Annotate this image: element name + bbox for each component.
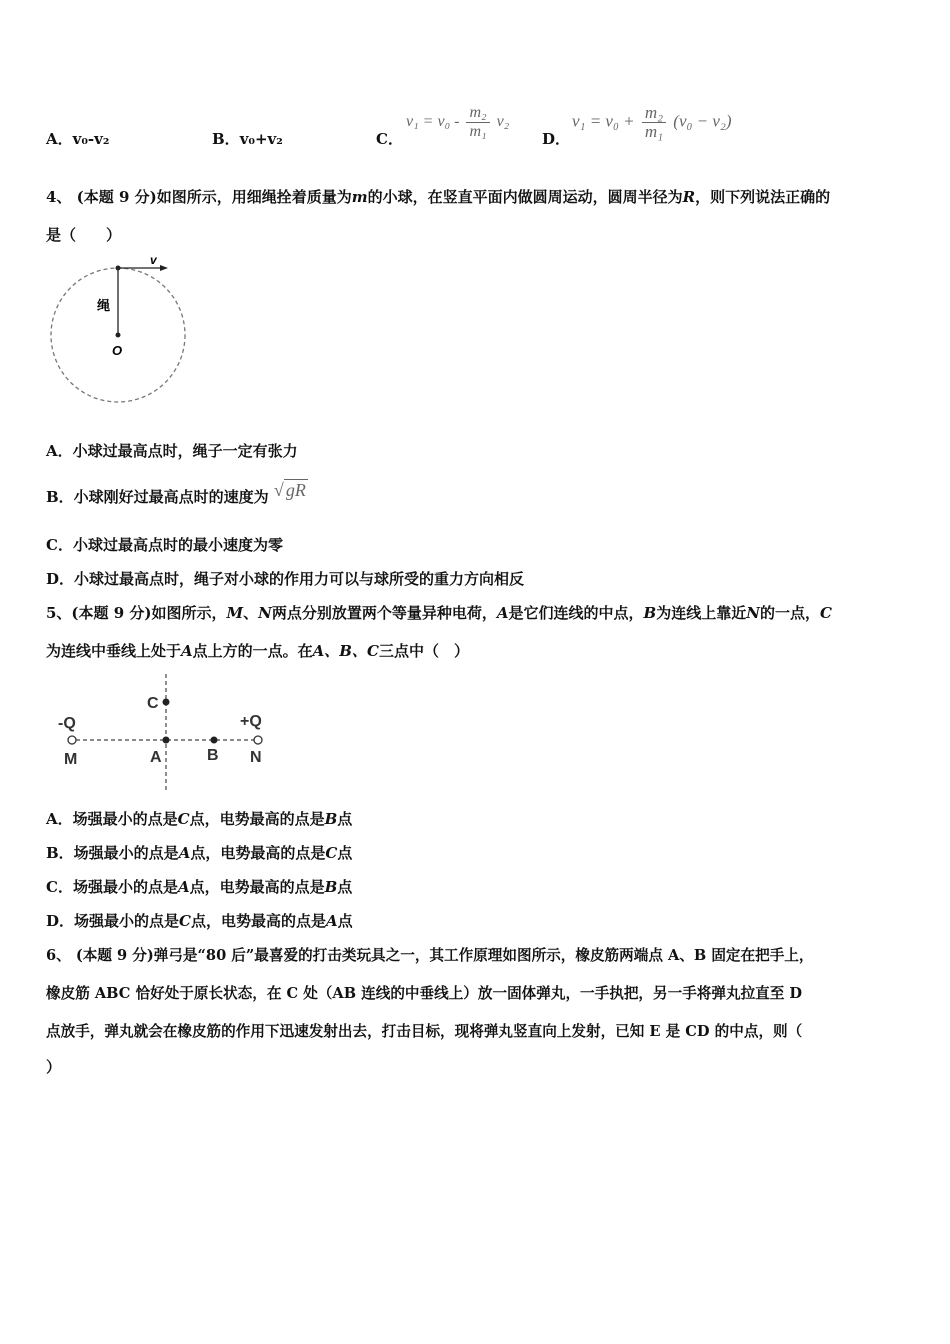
q4-stem-line2: 是（ ）: [46, 226, 122, 244]
q3-option-c-label: C．: [376, 130, 403, 148]
formula-d-fraction: [642, 104, 666, 141]
q4-var-r: R: [682, 188, 696, 206]
m-label: M: [64, 751, 78, 768]
q5-opt-c-v2: B: [324, 878, 338, 896]
q5-line2-vars: A、B、C: [312, 642, 379, 660]
q3-option-c-formula: [406, 104, 509, 141]
q5-line2-var-a: A: [181, 642, 193, 660]
option-b-text: v₀+v₂: [239, 130, 283, 148]
n-label: N: [250, 749, 262, 766]
q4-stem-text-a: 4、 (本题 9 分)如图所示，用细绳拴着质量为: [46, 188, 352, 206]
q3-option-a: [46, 128, 109, 149]
q5-var-n: N: [258, 604, 272, 622]
pos-charge-label: +Q: [240, 713, 262, 730]
point-a-dot: [163, 737, 170, 744]
q4-option-d: D．小球过最高点时，绳子对小球的作用力可以与球所受的重力方向相反: [46, 570, 525, 588]
q5-stem-text-d: 为连线上靠近: [656, 604, 747, 622]
q4-option-b-text: B．小球刚好过最高点时的速度为: [46, 488, 269, 506]
rope-label: 绳: [97, 298, 111, 313]
q5-var-n2: N: [746, 604, 760, 622]
q4-option-c: C．小球过最高点时的最小速度为零: [46, 536, 283, 554]
q5-opt-a-post: 点: [337, 810, 353, 828]
q5-opt-a-mid: 点，电势最高的点是: [189, 810, 325, 828]
formula-d-denominator: m₁: [644, 122, 664, 141]
q5-line2-text-b: 点上方的一点。在: [192, 642, 313, 660]
q5-var-m: M: [226, 604, 244, 622]
q5-option-d: [46, 910, 353, 931]
formula-c-rhs: v₂: [496, 113, 510, 131]
q5-stem-line1: [46, 602, 832, 623]
q5-opt-c-v1: A: [177, 878, 190, 896]
charge-n-marker: [254, 736, 262, 744]
formula-c-lhs: v₁ = v₀ -: [406, 113, 460, 131]
q5-opt-a-pre: A．场强最小的点是: [46, 810, 178, 828]
b-label: B: [207, 747, 219, 764]
q5-opt-b-mid: 点，电势最高的点是: [190, 844, 326, 862]
q5-opt-d-mid: 点，电势最高的点是: [190, 912, 326, 930]
q5-opt-d-v2: A: [325, 912, 338, 930]
q6-stem-line4: ）: [46, 1058, 62, 1076]
q5-stem-text-e: 的一点，: [759, 604, 820, 622]
c-label: C: [147, 695, 159, 712]
q5-opt-a-v2: B: [324, 810, 338, 828]
q5-opt-d-pre: D．场强最小的点是: [46, 912, 180, 930]
q4-stem-text-b: 的小球，在竖直平面内做圆周运动，圆周半径为: [367, 188, 683, 206]
sqrt-formula: √ gR: [273, 480, 306, 500]
center-dot: [116, 333, 121, 338]
q5-var-b: B: [643, 604, 657, 622]
q5-opt-d-post: 点: [337, 912, 353, 930]
formula-c-denominator: m₁: [469, 123, 487, 140]
formula-d-numerator: m₂: [642, 104, 666, 123]
point-c-dot: [163, 699, 170, 706]
q5-stem-text-b: 两点分别放置两个等量异种电荷，: [271, 604, 497, 622]
formula-c-fraction: [466, 104, 489, 141]
q5-opt-c-pre: C．场强最小的点是: [46, 878, 178, 896]
q5-option-b: [46, 842, 352, 863]
q5-option-a: [46, 808, 352, 829]
option-a-label: A．: [46, 130, 73, 148]
q6-stem-line2: 橡皮筋 ABC 恰好处于原长状态，在 C 处（AB 连线的中垂线上）放一固体弹丸，一手执把，另一手将弹丸拉直至 D: [46, 985, 803, 1002]
q4-option-a: A．小球过最高点时，绳子一定有张力: [46, 442, 298, 460]
center-label: O: [112, 343, 123, 358]
q5-opt-b-post: 点: [337, 844, 353, 862]
neg-charge-label: -Q: [58, 715, 76, 732]
q5-var-c: C: [819, 604, 832, 622]
q4-var-m: m: [351, 188, 368, 206]
q5-opt-b-v2: C: [325, 844, 338, 862]
q5-stem-text-a: 5、(本题 9 分)如图所示，: [46, 604, 227, 622]
a-label: A: [150, 749, 162, 766]
q4-stem-line1: [46, 186, 830, 207]
formula-c-numerator: m₂: [466, 104, 489, 123]
q5-opt-d-v1: C: [179, 912, 191, 930]
q5-var-a: A: [496, 604, 509, 622]
q4-stem-text-c: ，则下列说法正确的: [695, 188, 831, 206]
option-a-text: v₀-v₂: [72, 130, 110, 148]
q6-stem-line1: 6、 (本题 9 分)弹弓是“80 后”最喜爱的打击类玩具之一，其工作原理如图所示，橡皮筋两端点 A、B 固定在把手上，: [46, 947, 814, 964]
q4-option-b: [46, 480, 308, 507]
q5-stem-text-c: 是它们连线的中点，: [508, 604, 644, 622]
formula-d-lhs: v₁ = v₀ +: [572, 111, 635, 131]
q5-line2-text-c: 三点中（ ）: [378, 642, 469, 660]
q3-option-b: [212, 128, 283, 149]
velocity-arrow-head: [160, 265, 168, 271]
q3-option-d-label: D．: [542, 130, 571, 148]
q5-opt-b-v1: A: [178, 844, 191, 862]
q5-sep: 、: [243, 604, 259, 622]
q5-opt-b-pre: B．场强最小的点是: [46, 844, 179, 862]
sqrt-radicand: gR: [285, 480, 306, 500]
point-b-dot: [211, 737, 218, 744]
formula-d-rhs: (v₀ − v₂): [673, 111, 732, 131]
q5-charges-figure: [50, 670, 280, 796]
q5-stem-line2: [46, 640, 469, 661]
q5-line2-text-a: 为连线中垂线上处于: [46, 642, 182, 660]
velocity-label: v: [150, 253, 157, 267]
q3-option-d-formula: [572, 104, 732, 141]
charge-m-marker: [68, 736, 76, 744]
q5-opt-a-v1: C: [177, 810, 190, 828]
q5-option-c: [46, 876, 352, 897]
q4-circle-figure: [44, 252, 194, 408]
q5-opt-c-post: 点: [337, 878, 353, 896]
option-b-label: B．: [212, 130, 240, 148]
q5-opt-c-mid: 点，电势最高的点是: [189, 878, 325, 896]
q6-stem-line3: 点放手，弹丸就会在橡皮筋的作用下迅速发射出去，打击目标，现将弹丸竖直向上发射，已知 E 是 CD 的中点，则（: [46, 1023, 803, 1040]
